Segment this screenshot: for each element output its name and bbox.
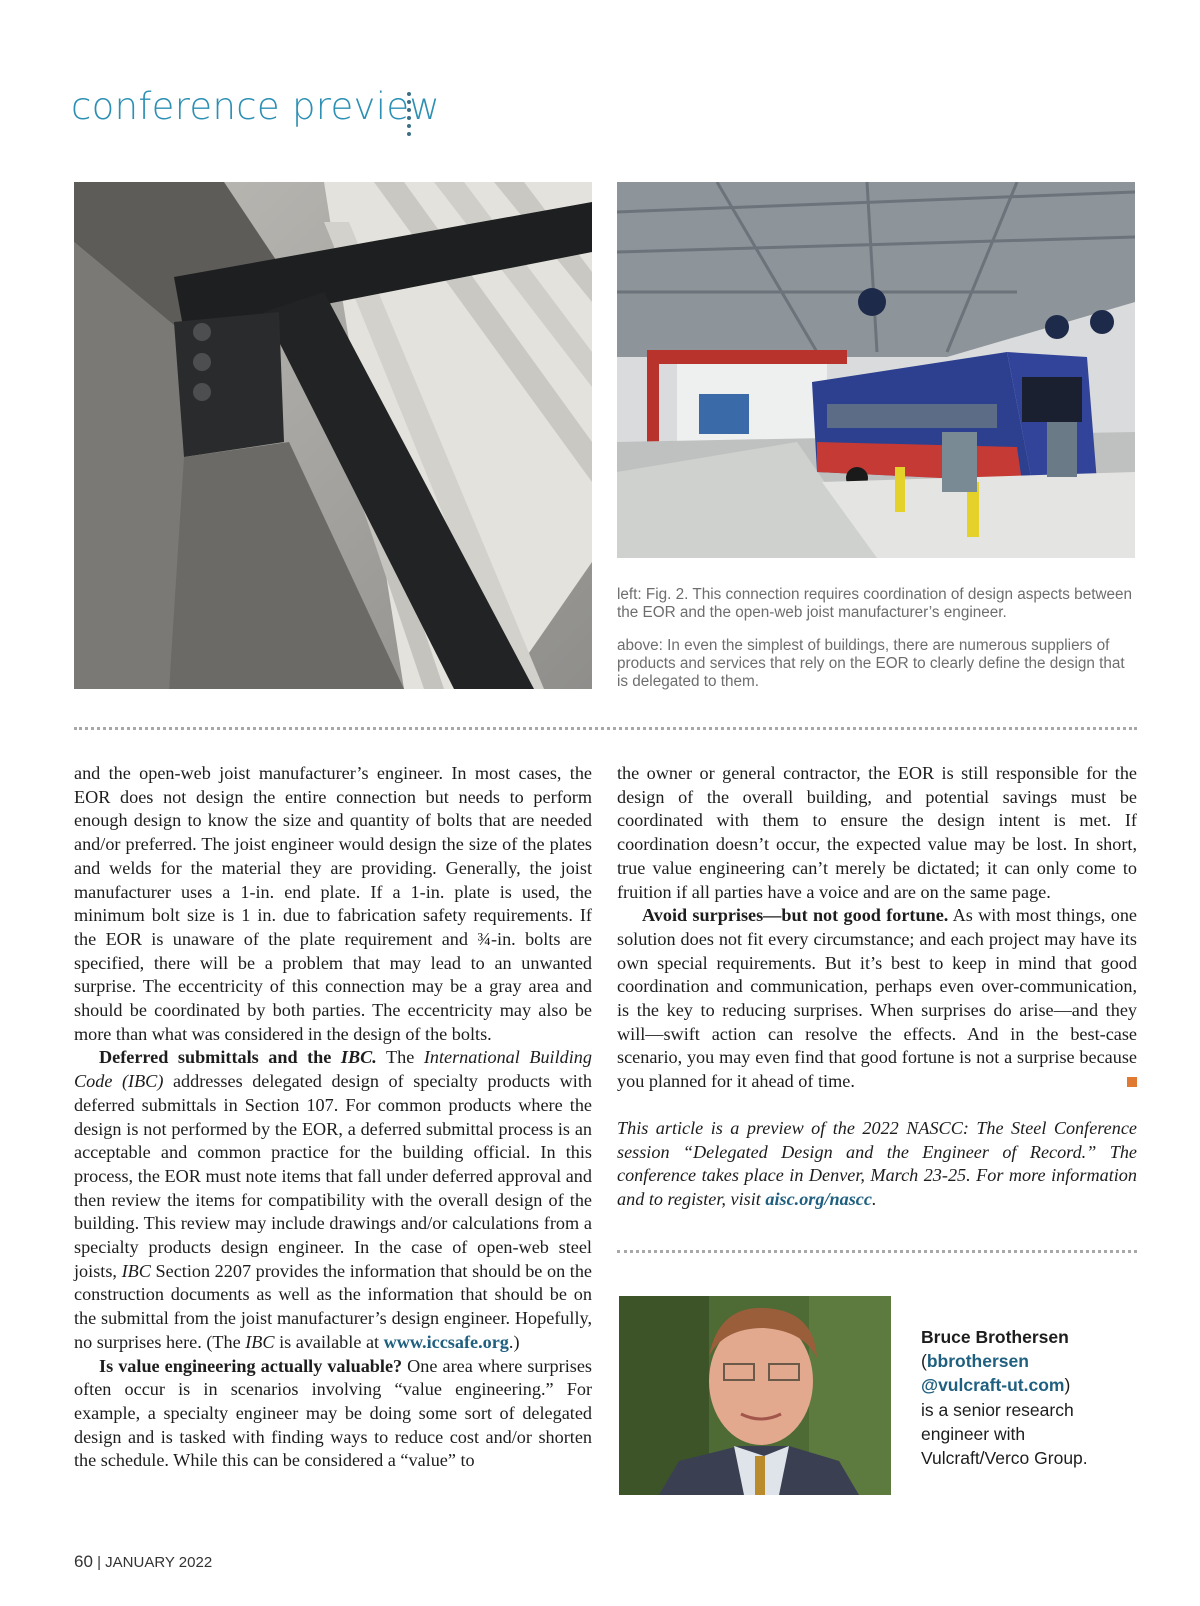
author-description: is a senior research engineer with Vulcraft/Verco Group. xyxy=(921,1399,1088,1469)
joist-connection-photo xyxy=(74,182,592,689)
author-email-line-2: @vulcraft-ut.com) xyxy=(921,1375,1071,1396)
author-email-link[interactable]: bbrothersen xyxy=(926,1351,1029,1372)
author-name: Bruce Brothersen xyxy=(921,1327,1069,1347)
caption-above-figure: above: In even the simplest of buildings, there are numerous suppliers of products and services that rely on the EOR to clearly define the design that is delegated to them. xyxy=(617,637,1125,690)
author-portrait xyxy=(619,1296,891,1495)
paragraph: Avoid surprises—but not good fortune. As with most things, one solution does not fit every circumstance; and each project may have its own special requirements. But it’s best to keep in mind that good coordination and communication, perhaps even over-communication, is the key to reducing surprises. When surprises do arise—and they will—swift action can resolve the effects. And in the best-case scenario, you may even find that good fortune is not a surprise because you planned for it ahead of time. xyxy=(617,905,1137,1092)
article-preview-note: This article is a preview of the 2022 NASCC: The Steel Conference session “Delegated Design and the Engineer of Record.” The conference takes place in Denver, March 23-25. For more information and to register, visit aisc.org/nascc. xyxy=(617,1118,1137,1210)
author-email-link[interactable]: @vulcraft-ut.com xyxy=(921,1375,1065,1396)
paragraph: the owner or general contractor, the EOR is still responsible for the design of the overall building, and potential savings must be coordinated with them to ensure the design intent is met. If coordination doesn’t occur, the expected value may be lost. In short, true value engineering can’t merely be dictated; it can only come to fruition if all parties have a voice and are on the same page. xyxy=(617,763,1137,902)
dotted-divider xyxy=(617,1250,1137,1253)
bus-facility-photo xyxy=(617,182,1135,558)
end-of-article-mark xyxy=(1127,1077,1137,1087)
page-number: 60 xyxy=(74,1552,93,1571)
article-column-right xyxy=(617,762,1137,1094)
subhead-deferred-submittals: Deferred submittals and the IBC. xyxy=(99,1047,377,1068)
subhead-value-engineering: Is value engineering actually valuable? xyxy=(99,1355,403,1376)
nascc-link[interactable]: aisc.org/nascc xyxy=(765,1189,872,1210)
article-column-left xyxy=(74,762,592,1473)
title-dots-ornament xyxy=(407,92,417,136)
paragraph: Deferred submittals and the IBC. The International Building Code (IBC) addresses delegated design of specialty products with deferred submittals in Section 107. For common products where the design is not performed by the EOR, a deferred submittal process is an acceptable and common practice for the building official. In this process, the EOR must note items that fall under deferred approval and then review the items for compatibility with the overall design of the building. This review may include drawings and/or calculations from a specialty products design engineer. In the case of open-web steel joists, IBC Section 2207 provides the information that should be on the construction documents as well as the information that should be on the submittal from the joist manufacturer’s design engineer. Hopefully, no surprises here. (The IBC is available at www.iccsafe.org.) xyxy=(74,1047,592,1352)
issue-date: JANUARY 2022 xyxy=(105,1554,213,1571)
paragraph: Is value engineering actually valuable? One area where surprises often occur is in scenarios involving “value engineering.” For example, a specialty engineer may be doing some sort of delegated design and is tasked with finding ways to reduce cost and/or shorten the schedule. While this can be considered a “value” to xyxy=(74,1355,592,1471)
paragraph: and the open-web joist manufacturer’s engineer. In most cases, the EOR does not design the entire connection but needs to perform enough design to know the size and quantity of bolts that are needed and/or preferred. The joist engineer would design the size of the plates and welds for the material they are providing. Generally, the joist manufacturer uses a 1-in. end plate. If a 1-in. plate is used, the minimum bolt size is 1 in. due to fabrication safety requirements. If the EOR is unaware of the plate requirement and ¾-in. bolts are specified, there will be a problem that may lead to an unwanted surprise. The eccentricity of this connection may be a gray area and should be coordinated by both parties. The eccentricity may also be more than what was considered in the design of the bolts. xyxy=(74,763,592,1044)
caption-left-figure: left: Fig. 2. This connection requires coordination of design aspects between the EOR and the open-web joist manufacturer’s engineer. xyxy=(617,586,1133,621)
section-title: conference preview xyxy=(71,85,440,128)
author-email-line-1: (bbrothersen xyxy=(921,1351,1029,1372)
iccsafe-link[interactable]: www.iccsafe.org xyxy=(383,1331,509,1352)
author-bio xyxy=(921,1325,1136,1470)
page-footer: 60 | JANUARY 2022 xyxy=(74,1552,213,1571)
dotted-divider xyxy=(74,727,1137,730)
subhead-avoid-surprises: Avoid surprises—but not good fortune. xyxy=(642,905,949,926)
